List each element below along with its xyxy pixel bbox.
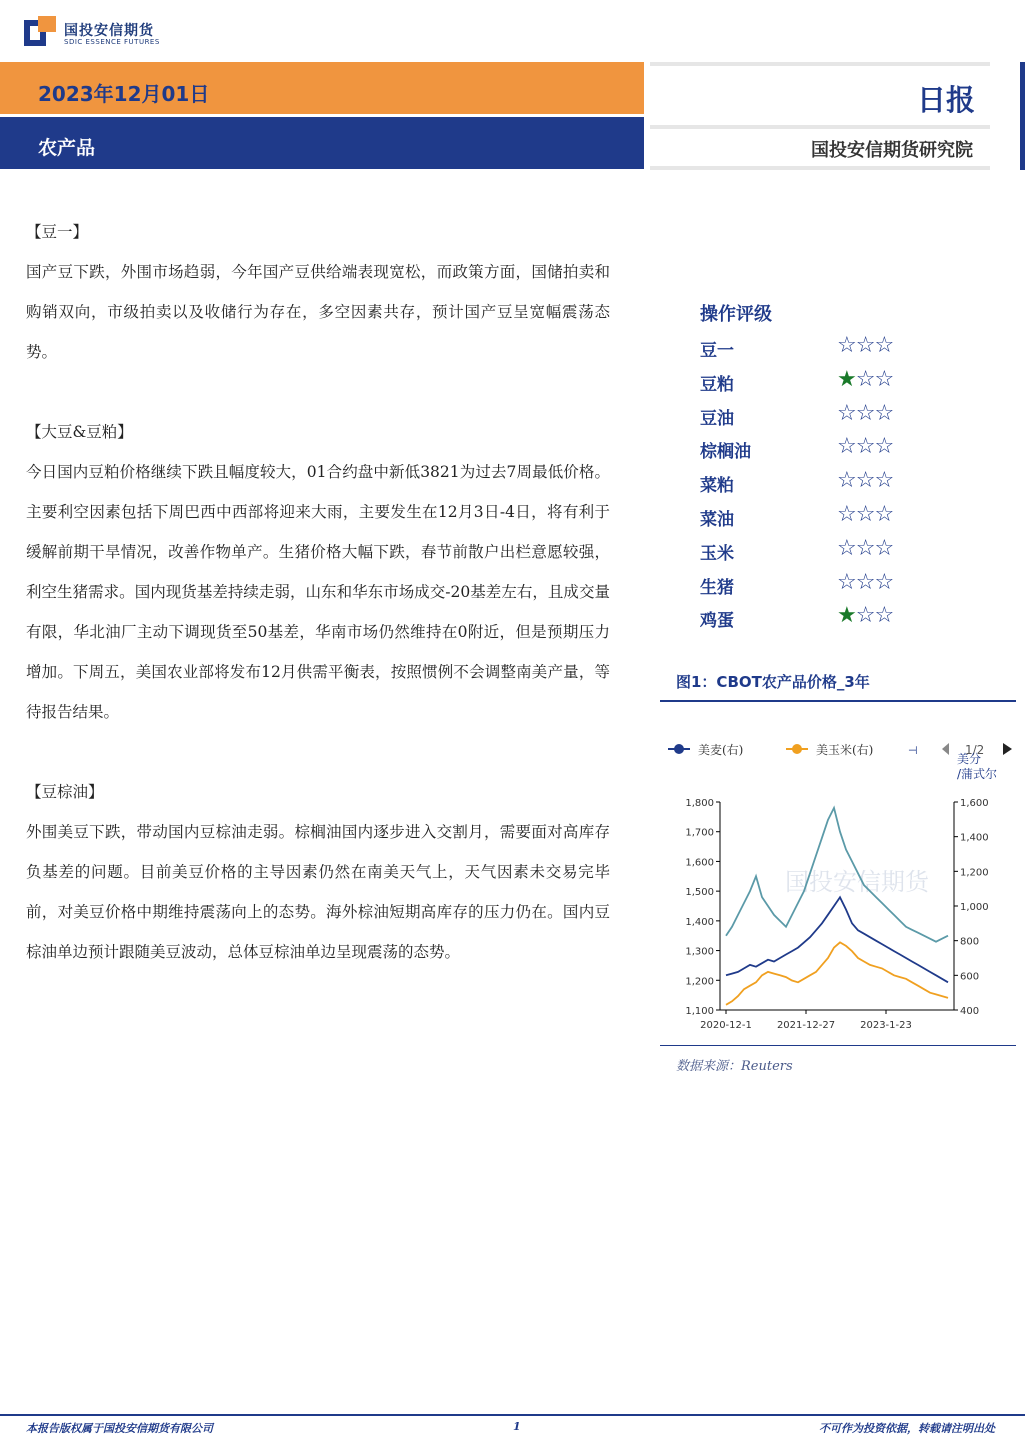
rating-row [700, 535, 920, 569]
legend-label: 美玉米(右) [816, 743, 874, 757]
y-right-tick-label: 1,600 [960, 798, 989, 809]
star-empty-icon: ☆ [874, 333, 894, 358]
data-source: 数据来源：Reuters [676, 1059, 793, 1074]
logo-text-en: SDIC ESSENCE FUTURES [64, 38, 160, 46]
footer-disclaimer: 不可作为投资依据，转载请注明出处 [819, 1422, 995, 1435]
legend-marker [674, 744, 684, 754]
rating-title: 操作评级 [700, 304, 772, 325]
star-empty-icon: ☆ [855, 468, 875, 494]
star-filled-icon: ★ [837, 366, 856, 392]
figure-title-rule [660, 700, 1016, 702]
y-right-tick-label: 400 [960, 1006, 980, 1017]
star-empty-icon: ☆ [874, 535, 894, 561]
rating-row [700, 400, 920, 434]
star-empty-icon: ☆ [855, 569, 875, 595]
section-heading-soybean1: 【豆一】 [26, 223, 89, 241]
report-type: 日报 [916, 83, 975, 117]
star-empty-icon: ☆ [855, 333, 875, 358]
y-right-tick-label: 800 [960, 936, 980, 948]
star-filled-icon: ★ [837, 603, 856, 629]
y-left-tick-label: 1,700 [685, 827, 714, 839]
logo-text-cn: 国投安信期货 [64, 23, 154, 39]
section-text-oils: 外围美豆下跌，带动国内豆棕油走弱。棕榈油国内逐步进入交割月，需要面对高库存负基差的问题。目前美豆价格的主导因素仍然在南美天气上，天气因素未交易完毕前，对美豆价格中期维持震荡向上的态势。海外棕油短期高库存的压力仍在。国内豆棕油单边预计跟随美豆波动，总体豆棕油单边呈现震荡的态势。 [26, 823, 610, 961]
figure-bottom-rule [660, 1045, 1016, 1046]
y-left-tick-label: 1,800 [685, 798, 714, 809]
rating-stars [837, 367, 893, 392]
rating-commodity-name: 生猪 [700, 577, 734, 598]
rating-commodity-name: 豆一 [700, 341, 734, 361]
star-empty-icon: ☆ [855, 603, 875, 629]
rating-row [700, 332, 920, 366]
star-empty-icon: ☆ [855, 366, 875, 392]
legend-page: 1/2 [965, 743, 985, 757]
y-right-tick-label: 1,400 [960, 832, 989, 844]
header-rule-middle [650, 125, 990, 129]
header-rule-bottom [650, 166, 990, 170]
rating-stars [837, 502, 893, 527]
rating-row [700, 366, 920, 400]
star-empty-icon: ☆ [837, 468, 856, 494]
rating-row [700, 467, 920, 501]
side-accent-strip [1020, 62, 1025, 170]
institute-name: 国投安信期货研究院 [811, 140, 973, 161]
star-empty-icon: ☆ [837, 569, 856, 595]
article-body [26, 212, 610, 972]
rating-row [700, 501, 920, 535]
section-text-soymeal: 今日国内豆粕价格继续下跌且幅度较大，01合约盘中新低3821为过去7周最低价格。主要利空因素包括下周巴西中西部将迎来大雨，主要发生在12月3日-4日，将有利于缓解前期干旱情况，改善作物单产。生猪价格大幅下跌，春节前散户出栏意愿较强，利空生猪需求。国内现货基差持续走弱，山东和华东市场成交-20基差左右，且成交量有限，华北油厂主动下调现货至50基差，华南市场仍然维持在0附近，但是预期压力增加。下周五，美国农业部将发布12月供需平衡表，按照惯例不会调整南美产量，等待报告结果。 [26, 463, 610, 721]
rating-commodity-name: 豆油 [700, 408, 734, 429]
y-right-tick-label: 1,200 [960, 867, 989, 879]
star-empty-icon: ☆ [874, 569, 894, 595]
header-rule-top [650, 62, 990, 66]
y-right-tick-label: 1,000 [960, 902, 989, 913]
rating-commodity-name: 鸡蛋 [700, 611, 734, 632]
star-empty-icon: ☆ [855, 434, 875, 460]
star-empty-icon: ☆ [837, 400, 856, 426]
cbot-price-chart [660, 730, 1018, 1040]
y-left-tick-label: 1,200 [685, 976, 714, 988]
rating-stars [837, 536, 893, 561]
y-left-tick-label: 1,300 [685, 946, 714, 958]
star-empty-icon: ☆ [874, 603, 894, 629]
rating-stars [837, 434, 893, 459]
star-empty-icon: ☆ [874, 468, 894, 494]
rating-stars [837, 468, 893, 493]
rating-stars [837, 333, 893, 358]
legend-marker [792, 744, 802, 754]
y-left-tick-label: 1,500 [685, 887, 714, 899]
rating-commodity-name: 菜粕 [700, 476, 734, 497]
rating-commodity-name: 菜油 [700, 509, 734, 530]
report-date: 2023年12月01日 [38, 82, 210, 106]
section-heading-soymeal: 【大豆&豆粕】 [26, 423, 133, 441]
star-empty-icon: ☆ [855, 535, 875, 561]
series-line-1 [726, 897, 948, 982]
legend-overflow-marker: ⊣ [908, 744, 918, 757]
rating-list [700, 332, 920, 636]
footer-rule [0, 1414, 1025, 1416]
series-line-2 [726, 942, 948, 1004]
star-empty-icon: ☆ [874, 366, 894, 392]
unit-label-line1: 美分 [957, 752, 982, 766]
star-empty-icon: ☆ [855, 501, 875, 527]
chart-watermark: 国投安信期货 [785, 868, 929, 896]
footer-page-number: 1 [513, 1420, 521, 1433]
rating-commodity-name: 玉米 [700, 543, 734, 564]
rating-row [700, 602, 920, 636]
star-empty-icon: ☆ [837, 333, 856, 358]
y-left-tick-label: 1,600 [685, 857, 714, 869]
rating-stars [837, 570, 893, 595]
star-empty-icon: ☆ [837, 501, 856, 527]
y-right-tick-label: 600 [960, 971, 980, 983]
star-empty-icon: ☆ [874, 501, 894, 527]
rating-commodity-name: 豆粕 [700, 374, 734, 395]
x-tick-label: 2020-12-1 [700, 1020, 752, 1031]
star-empty-icon: ☆ [837, 434, 856, 460]
category-bar [0, 117, 644, 169]
report-category: 农产品 [38, 137, 96, 159]
star-empty-icon: ☆ [874, 400, 894, 426]
figure-title: 图1：CBOT农产品价格_3年 [676, 673, 870, 691]
section-text-soybean1: 国产豆下跌，外围市场趋弱，今年国产豆供给端表现宽松，而政策方面，国储拍卖和购销双向，市级拍卖以及收储行为存在，多空因素共存，预计国产豆呈宽幅震荡态势。 [26, 263, 610, 361]
company-logo-icon [24, 16, 58, 48]
legend-prev-icon [942, 743, 949, 755]
rating-row [700, 569, 920, 603]
section-heading-oils: 【豆棕油】 [26, 783, 104, 801]
x-tick-label: 2023-1-23 [860, 1020, 912, 1031]
legend-next-icon [1003, 743, 1012, 755]
star-empty-icon: ☆ [874, 434, 894, 460]
rating-row [700, 433, 920, 467]
y-left-tick-label: 1,100 [685, 1006, 714, 1017]
legend-label: 美麦(右) [698, 743, 744, 757]
star-empty-icon: ☆ [837, 535, 856, 561]
rating-stars [837, 401, 893, 426]
x-tick-label: 2021-12-27 [776, 1020, 836, 1031]
footer-copyright: 本报告版权属于国投安信期货有限公司 [26, 1422, 213, 1435]
star-empty-icon: ☆ [855, 400, 875, 426]
unit-label-line2: /蒲式尔 [957, 767, 998, 781]
rating-commodity-name: 棕榈油 [700, 442, 751, 463]
y-left-tick-label: 1,400 [685, 916, 714, 928]
rating-stars [837, 603, 893, 628]
